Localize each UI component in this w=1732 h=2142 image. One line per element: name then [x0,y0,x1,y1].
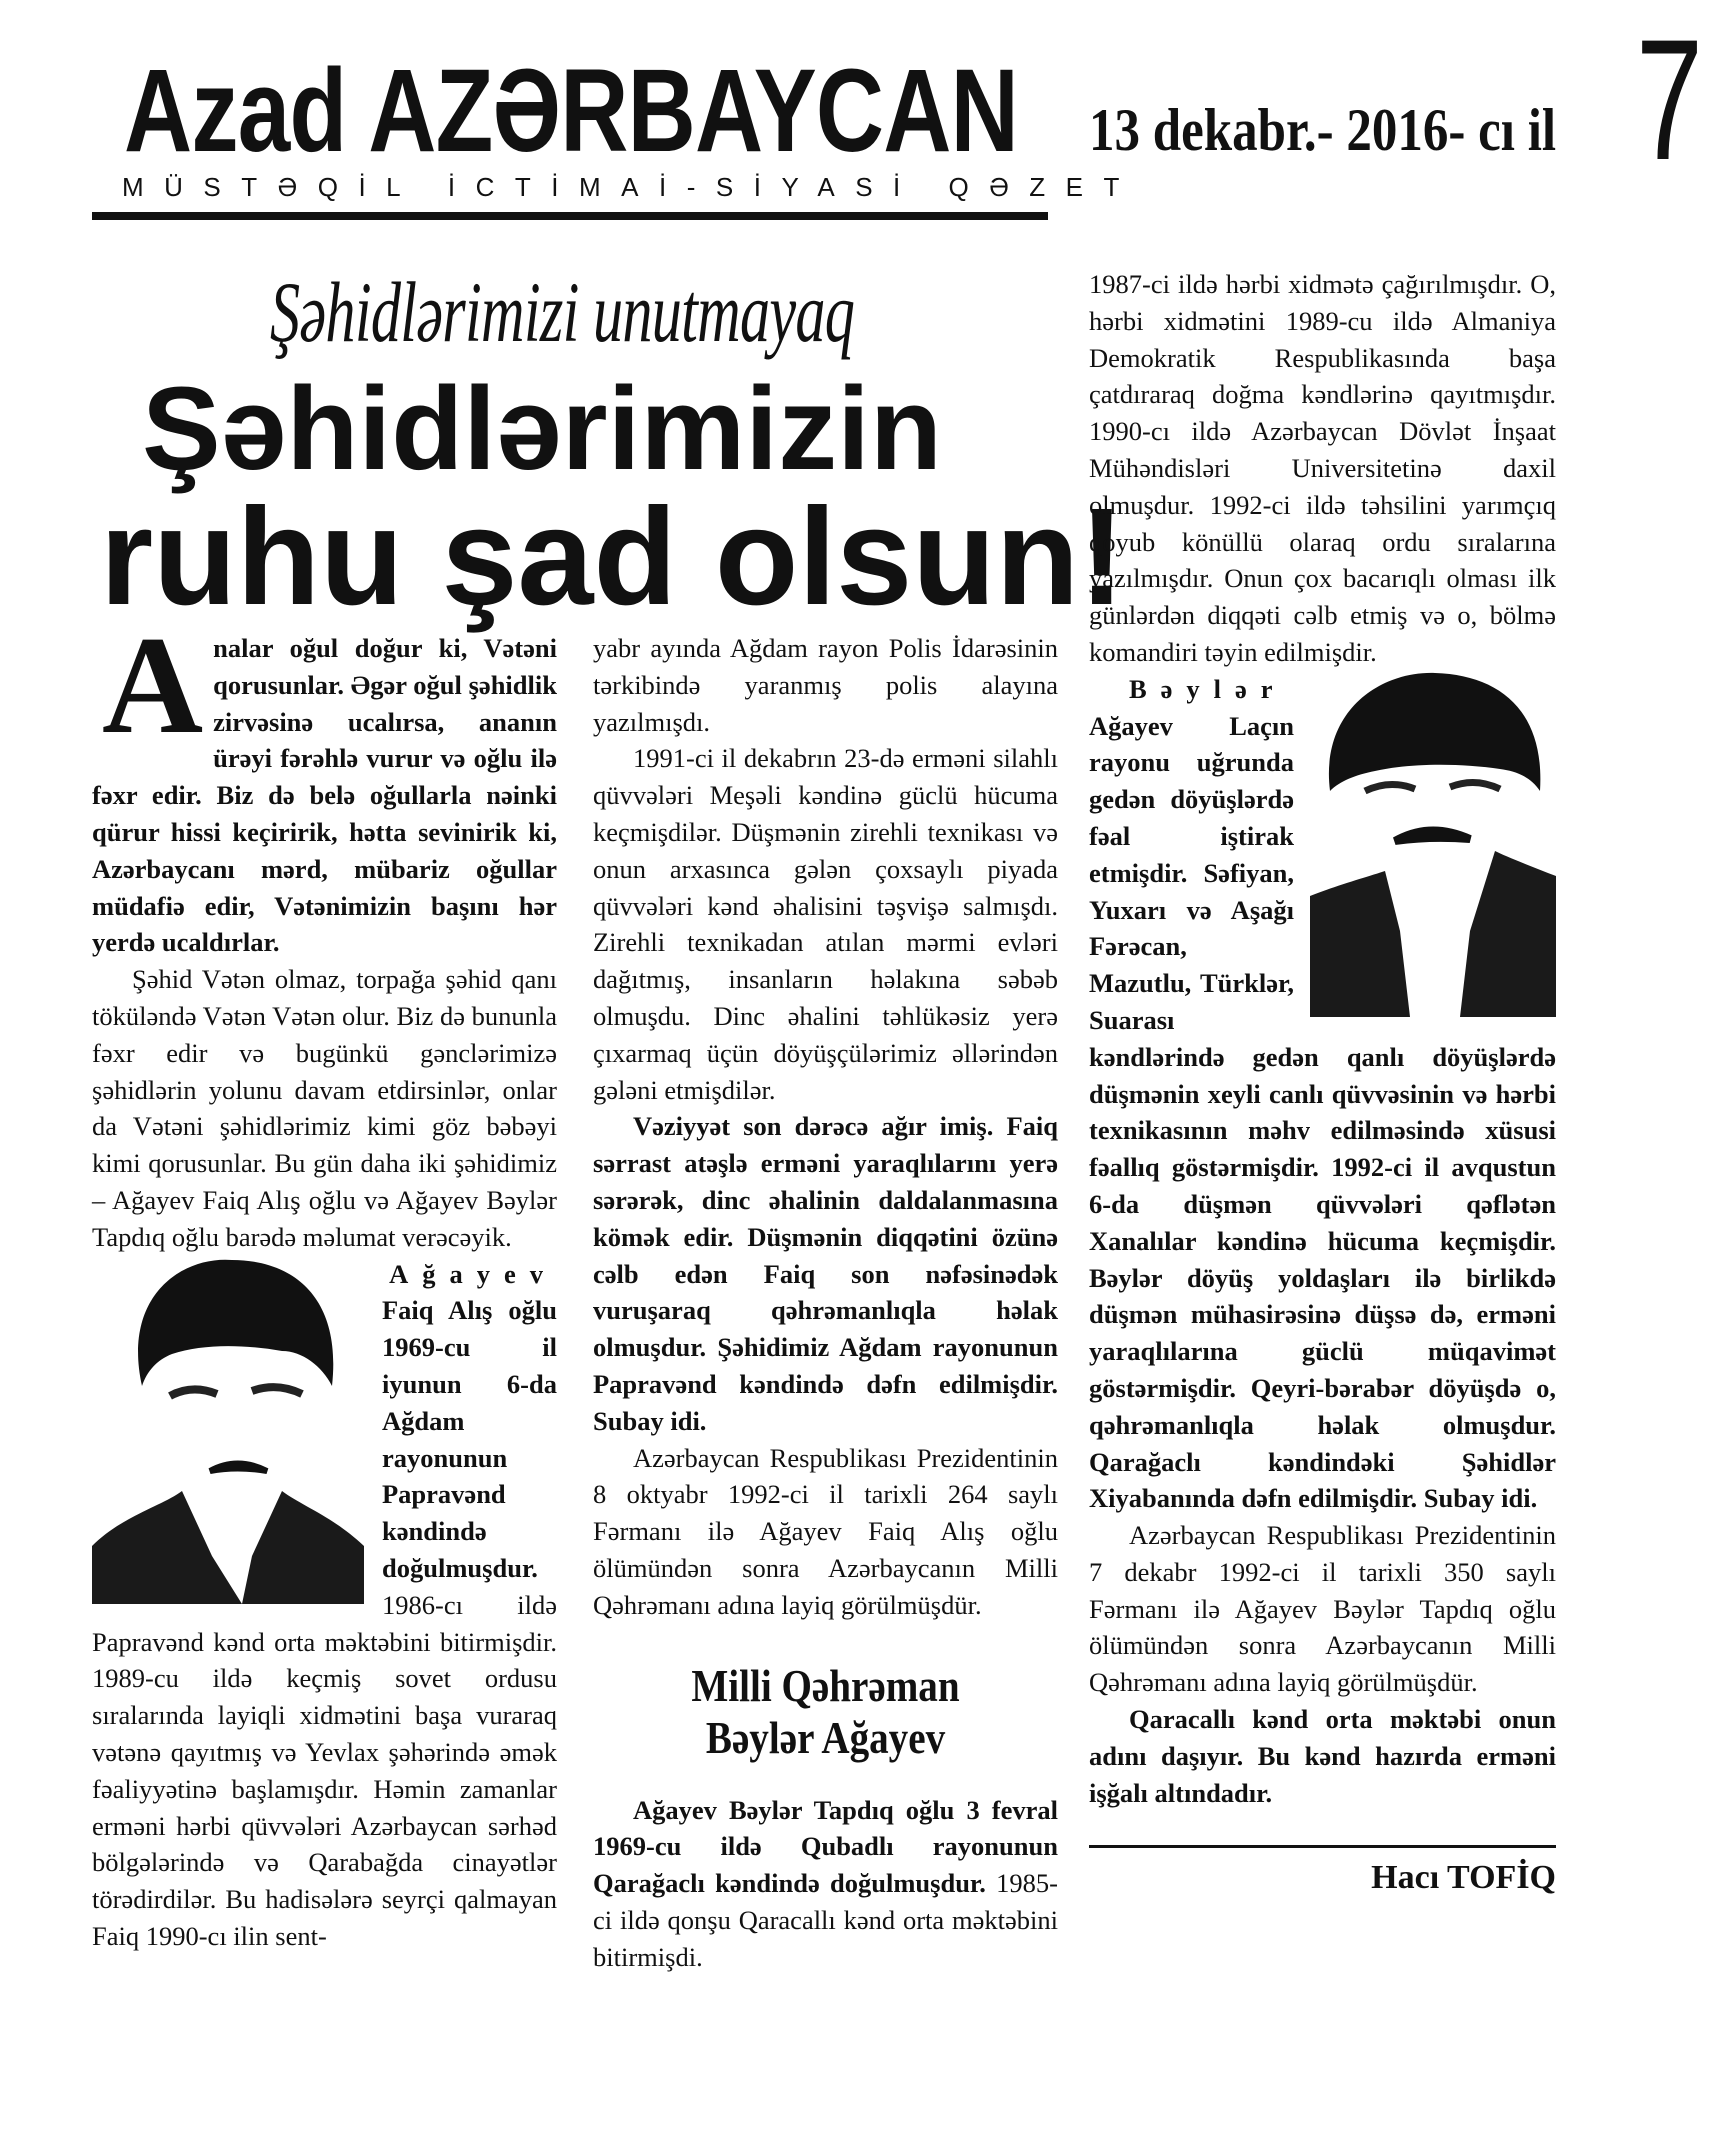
bio-text-bold: Faiq Alış oğlu 1969-cu il iyunun 6-da Ağdam rayonunun Papravənd kəndində doğulmuşdur. [382,1295,557,1583]
paragraph-bold: Qaracallı kənd orta məktəbi onun adını daşıyır. Bu kənd hazırda erməni işğalı altındadır. [1089,1704,1556,1808]
bio-name: Ağayev [389,1258,557,1289]
author-signature: Hacı TOFİQ [1371,1859,1556,1897]
paragraph: Şəhid Vətən olmaz, torpağa şəhid qanı töküləndə Vətən Vətən olur. Biz də bununla fəxr edir və bugünkü gənclərimizə şəhidlərin yolunu davam etdirsinlər, onlar da Vətəni şəhidlərimiz kimi göz bəbəyi kimi qorusunlar. Bu gün daha iki şəhidimiz – Ağayev Faiq Alış oğlu və Ağayev Bəylər Tapdıq oğlu barədə məlumat verəcəyik. [92,964,557,1252]
section-subheading [628,1660,1023,1764]
page-number: 7 [1636,4,1703,196]
paragraph: 1987-ci ildə hərbi xidmətə çağırılmışdır. O, hərbi xidmətini 1989-cu ildə Almaniya Demokratik Respublikasında başa çatdıraraq doğma kəndlərinə qayıtmışdır. 1990-cı ildə Azərbaycan Dövlət İnşaat Mühəndisləri Universitetinə daxil olmuşdur. 1992-ci ildə təhsilini yarımçıq qoyub könüllü olaraq ordu sıralarına yazılmışdır. Onun çox bacarıqlı olması ilk günlərdən diqqəti cəlb etmiş və o, bölmə komandiri təyin edilmişdir. [1089,269,1556,667]
subheading-line-1: Milli Qəhrəman [691,1659,960,1711]
bio-text: 1986-cı ildə Papravənd kənd orta məktəbini bitirmişdir. 1989-cu ildə keçmiş sovet ordusu sıralarında layiqli xidmətini başa vuraraq vətənə qayıtmış və Yevlax şəhərində əmək fəaliyyətinə başlamışdır. Həmin zamanlar erməni hərbi qüvvələri Azərbaycan sərhəd bölgələrində və Qarabağda cinayətlər törədirdilər. Bu hadisələrə seyrçi qalmayan Faiq 1990-cı ilin sent- [92,1589,557,1951]
portrait-photo-faiq [92,1256,364,1604]
intro-text: nalar oğul doğur ki, Vətəni qorusunlar. Əgər oğul şəhidlik zirvəsinə ucalırsa, ananın ürəyi fərəhlə vurur və oğlu ilə fəxr edir. Biz də belə oğullarla nəinki qürur hissi keçiririk, hətta sevinirik ki, Azərbaycanı mərd, mübariz oğullar müdafiə edir, Vətənimizin başını hər yerdə ucaldırlar. [92,633,557,958]
article-column-1 [92,608,557,1955]
paragraph: 1991-ci il dekabrın 23-də erməni silahlı qüvvələri Meşəli kəndinə güclü hücuma keçmişdilər. Düşmənin zirehli texnikası və onun arxasınca gələn çoxsaylı piyada qüvvələri kənd əhalisini təşvişə salmışdı. Zirehli texnikadan atılan mərmi evləri dağıtmış, insanların həlakına səbəb olmuşdu. Dinc əhalini təhlükəsiz yerə çıxarmaq üçün döyüşçülərimiz əllərindən gələni etmişdilər. [593,743,1058,1105]
paragraph: yabr ayında Ağdam rayon Polis İdarəsinin tərkibində yaranmış polis alayına yazılmışdı. [593,633,1058,737]
bio-name: Bəylər [1129,673,1287,704]
article-column-2 [593,630,1058,1976]
faiq-bio-paragraph [92,1292,557,1954]
bio-text-bold: Ağayev Laçın rayonu uğrunda gedən döyüşlərdə fəal iştirak etmişdir. Səfiyan, Yuxarı və Aşağı Fərəcan, Mazutlu, Türklər, Suarası kəndlərində gedən qanlı döyüşlərdə düşmənin xeyli canlı qüvvəsinin və hərbi texnikasının məhv edilməsində xüsusi fəallıq göstərmişdir. 1992-ci il avqustun 6-da düşmən qüvvələri qəflətən Xanalılar kəndinə hücuma keçmişdir. Bəylər döyüş yoldaşları ilə birlikdə düşmən mühasirəsinə düşsə də, erməni yaraqlılarına güclü müqavimət göstərmişdir. Qeyri-bərabər döyüşdə o, qəhrəmanlıqla həlak olmuşdur. Qarağaclı kəndindəki Şəhidlər Xiyabanında dəfn edilmişdir. Subay idi. [1089,710,1556,1514]
headline-line-1: Şəhidlərimizin [142,363,942,495]
beyler-bio-paragraph [593,1792,1058,1976]
article-column-3 [1089,266,1556,1898]
bio-text-bold: Ağayev Bəylər Tapdıq oğlu 3 fevral 1969-cu ildə Qubadlı rayonunun Qarağaclı kəndində doğulmuşdur. [593,1794,1058,1899]
drop-cap: A [102,608,204,763]
headline-line-2: ruhu şad olsun! [100,480,1125,634]
paragraph: Azərbaycan Respublikası Prezidentinin 8 oktyabr 1992-ci il tarixli 264 saylı Fərmanı ilə Ağayev Faiq Alış oğlu ölümündən sonra Azərbaycanın Milli Qəhrəmanı adına layiq görülmüşdür. [593,1442,1058,1620]
bio-text: 1985-ci ildə qonşu Qaracallı kənd orta məktəbini bitirmişdi. [593,1868,1058,1972]
beyler-combat-paragraph [1089,671,1556,1517]
newspaper-masthead: Azad AZƏRBAYCAN [124,45,1018,177]
newspaper-tagline: MÜSTƏQİL İCTİMAİ-SİYASİ QƏZET [122,172,1140,202]
paragraph-bold: Vəziyyət son dərəcə ağır imiş. Faiq sərrast atəşlə erməni yaraqlılarını yerə sərərək, dinc əhalinin daldalanmasına kömək edir. Düşmənin diqqətini özünə cəlb edən Faiq son nəfəsinədək vuruşaraq qəhrəmanlıqla həlak olmuşdur. Şəhidimiz Ağdam rayonunun Papravənd kəndində dəfn edilmişdir. Subay idi. [593,1111,1058,1436]
intro-paragraph [92,608,557,961]
signature-rule [1089,1845,1556,1848]
subheading-line-2: Bəylər Ağayev [705,1711,946,1763]
paragraph: Azərbaycan Respublikası Prezidentinin 7 dekabr 1992-ci il tarixli 350 saylı Fərmanı ilə Ağayev Bəylər Tapdıq oğlu ölümündən sonra Azərbaycanın Milli Qəhrəmanı adına layiq görülmüşdür. [1089,1520,1556,1698]
portrait-photo-beyler [1310,671,1556,1017]
article-kicker: Şəhidlərimizi unutmayaq [270,264,855,360]
masthead-rule [92,212,1048,220]
issue-date: 13 dekabr.- 2016- cı il [1089,97,1557,163]
